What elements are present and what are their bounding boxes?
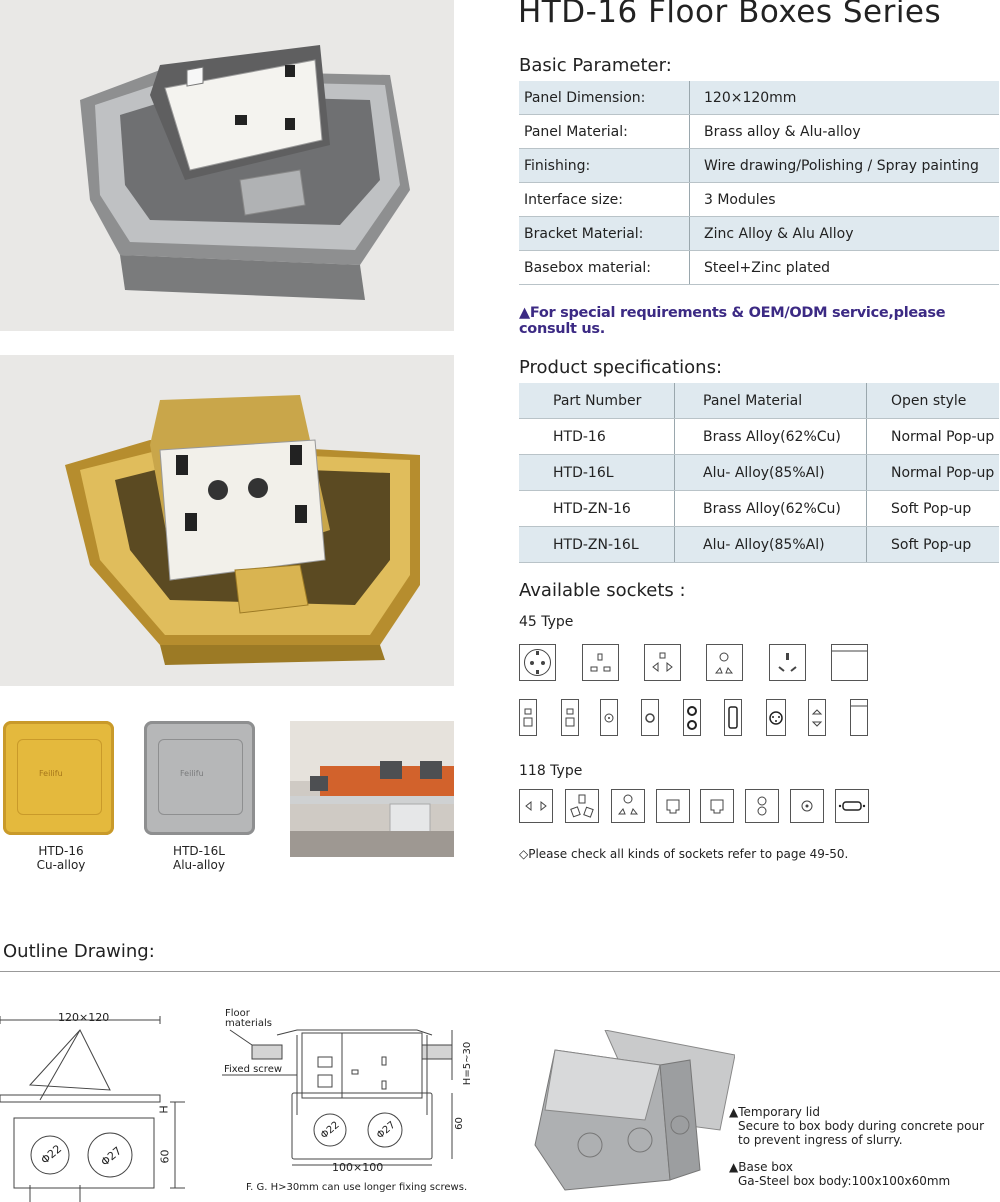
socket-rj11-118-icon [700,789,734,823]
basic-parameter-heading: Basic Parameter: [519,55,672,76]
parameter-row [519,183,999,217]
socket-universal-icon [706,644,743,681]
parameter-row [519,149,999,183]
spec-cell: HTD-ZN-16L [519,527,675,563]
spec-header-cell: Part Number [519,383,675,419]
type45-label: 45 Type [519,614,574,630]
diameter-22-section-label: Φ22 [318,1119,342,1142]
spec-cell: Alu- Alloy(85%Al) [675,527,867,563]
parameter-key: Panel Dimension: [519,81,690,115]
lid-gold-thumbnail [3,721,114,835]
dim-h-label: H [157,1105,171,1114]
variant-model: HTD-16L [173,844,225,858]
product-spec-table [519,383,999,563]
socket-euro-118-icon [519,789,553,823]
spec-cell: Brass Alloy(62%Cu) [675,419,867,455]
spec-row [519,419,999,455]
socket-data-icon [561,699,579,736]
basic-parameter-table [519,81,999,285]
socket-xlr-icon [766,699,786,736]
parameter-row [519,251,999,285]
socket-sat-icon [641,699,659,736]
spec-cell: Soft Pop-up [867,527,1000,563]
parameter-value: Steel+Zinc plated [690,251,1000,285]
floor-materials-line2: materials [225,1018,272,1029]
spec-cell: Brass Alloy(62%Cu) [675,491,867,527]
parameter-key: Bracket Material: [519,217,690,251]
parameter-key: Panel Material: [519,115,690,149]
parameter-row [519,217,999,251]
height-range-label: H=5~30 [462,1041,474,1086]
parameter-key: Finishing: [519,149,690,183]
type118-label: 118 Type [519,763,583,779]
floor-materials-label [225,1009,272,1029]
spec-cell: HTD-16 [519,419,675,455]
socket-vga-icon [724,699,742,736]
parameter-row [519,115,999,149]
outline-side-drawing [0,1005,200,1202]
spec-row [519,455,999,491]
socket-multi-icon [644,644,681,681]
dim-120x120-label: 120×120 [58,1011,110,1024]
temporary-lid-line2: to prevent ingress of slurry. [738,1133,903,1147]
dim-60-label: 60 [158,1149,172,1164]
spec-cell: Alu- Alloy(85%Al) [675,455,867,491]
base-box-desc [729,1160,950,1188]
base-box-line: Ga-Steel box body:100x100x60mm [738,1174,951,1188]
product-photo-silver [0,0,454,331]
page-title: HTD-16 Floor Boxes Series [518,0,942,30]
lid-logo-text: Feilifu [180,769,204,778]
office-photo [290,721,454,857]
socket-rj45-118-icon [656,789,690,823]
parameter-key: Basebox material: [519,251,690,285]
socket-uk-icon [582,644,619,681]
diameter-22-label: Φ22 [38,1142,65,1167]
office-illustration [290,721,454,857]
spec-cell: Soft Pop-up [867,491,1000,527]
product-photo-gold [0,355,454,686]
oem-service-note: ▲For special requirements & OEM/ODM service,please consult us. [519,305,946,337]
parameter-value: Wire drawing/Polishing / Spray painting [690,149,1000,183]
temporary-lid-desc [729,1105,984,1147]
available-sockets-heading: Available sockets : [519,580,686,601]
parameter-value: 120×120mm [690,81,1000,115]
base-box-title: ▲Base box [729,1160,793,1174]
socket-multi-118-icon [565,789,599,823]
temporary-lid-title: ▲Temporary lid [729,1105,820,1119]
socket-blank-small-icon [850,699,868,736]
outline-drawing-heading: Outline Drawing: [3,941,155,962]
spec-header-cell: Open style [867,383,1000,419]
outline-section-drawing [222,1005,482,1185]
variant-caption-alu [144,844,254,872]
diameter-27-section-label: Φ27 [374,1119,398,1142]
dim-100x100-label: 100×100 [332,1161,384,1174]
product-spec-heading: Product specifications: [519,357,723,378]
diameter-27-label: Φ27 [98,1144,125,1169]
variant-material: Alu-alloy [173,858,225,872]
spec-header-row [519,383,999,419]
socket-usb-icon [808,699,826,736]
socket-tv-icon [600,699,618,736]
fixed-screw-label: Fixed screw [224,1064,283,1075]
spec-row [519,491,999,527]
parameter-key: Interface size: [519,183,690,217]
socket-universal-118-icon [611,789,645,823]
socket-double-tv-118-icon [745,789,779,823]
spec-cell: HTD-16L [519,455,675,491]
variant-material: Cu-alloy [36,858,86,872]
spec-header-cell: Panel Material [675,383,867,419]
spec-cell: HTD-ZN-16 [519,491,675,527]
outline-divider [0,971,1000,972]
basebox-photo-illustration [530,1030,735,1200]
socket-tv-118-icon [790,789,824,823]
silver-floorbox-illustration [0,0,454,331]
dim-60-section-label: 60 [453,1117,465,1130]
gold-floorbox-illustration [0,355,454,686]
parameter-value: Zinc Alloy & Alu Alloy [690,217,1000,251]
socket-australian-icon [769,644,806,681]
parameter-row [519,81,999,115]
variant-caption-cu [6,844,116,872]
socket-vga-118-icon [835,789,869,823]
socket-double-tv-icon [683,699,701,736]
socket-blank-icon [831,644,868,681]
variant-model: HTD-16 [38,844,84,858]
parameter-value: Brass alloy & Alu-alloy [690,115,1000,149]
lid-logo-text: Feilifu [39,769,63,778]
parameter-value: 3 Modules [690,183,1000,217]
socket-phone-icon [519,699,537,736]
fixing-screw-note: F. G. H>30mm can use longer fixing screws. [246,1182,468,1193]
spec-row [519,527,999,563]
lid-silver-thumbnail [144,721,255,835]
sockets-reference-note: ◇Please check all kinds of sockets refer to page 49-50. [519,847,849,861]
spec-cell: Normal Pop-up [867,455,1000,491]
socket-schuko-icon [519,644,556,681]
floor-materials-line1: Floor [225,1008,250,1019]
temporary-lid-line1: Secure to box body during concrete pour [738,1119,985,1133]
spec-cell: Normal Pop-up [867,419,1000,455]
